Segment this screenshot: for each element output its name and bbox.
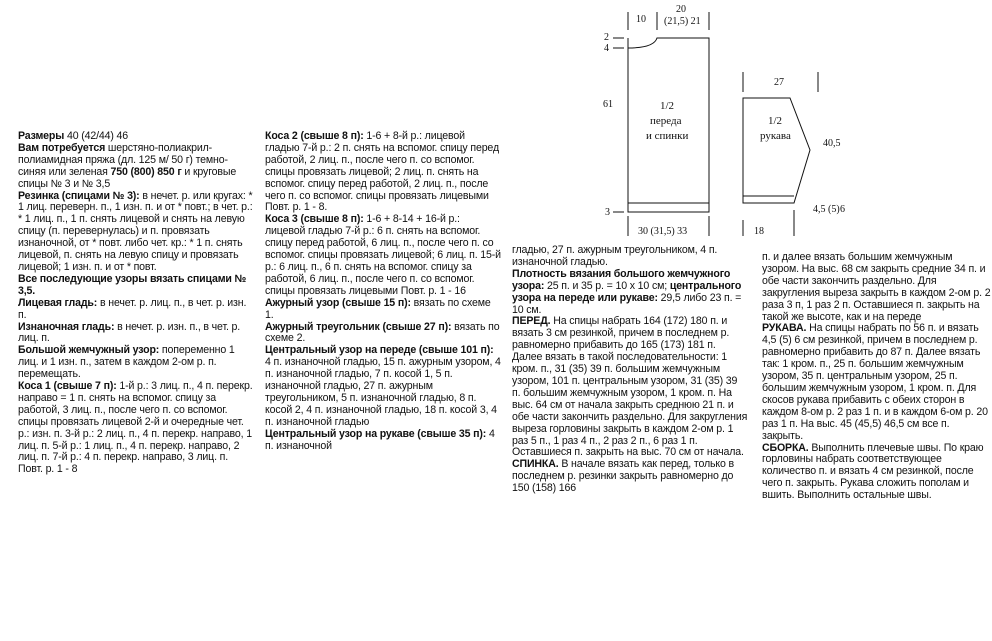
- materials-text: шерстяно-полиакрил-полиамидная пряжа (дл. 125 м/ 50 г) темно-синяя или зеленая: [18, 141, 228, 178]
- body-dim-top-left: 10: [636, 14, 646, 25]
- gauge-text-1: 25 п. и 35 р. = 10 х 10 см;: [544, 279, 670, 292]
- triangle-title: Ажурный треугольник (свыше 27 п):: [265, 320, 452, 333]
- lace-title: Ажурный узор (свыше 15 п):: [265, 296, 411, 309]
- cable3-title: Коса 3 (свыше 8 п):: [265, 213, 364, 226]
- body-dim-rib: 3: [605, 207, 610, 218]
- purl-title: Изнаночная гладь:: [18, 320, 115, 333]
- back-continuation-text: п. и далее вязать большим жемчужным узором. На выс. 68 см закрыть средние 34 п. и обе части закончить раздельно. Для закругления выреза закрыть в каждом 2-ом р. 2 раза 3 п, 1 раз 2 п. Оставшиеся п. закрыть на такой же высоте, как и на переде: [762, 251, 991, 323]
- gauge-title: Плотность вязания большого жемчужного узора:: [512, 267, 731, 292]
- cable3-text: 1-6 + 8-14 + 16-й р.: лицевой гладью 7-й р.: 6 п. снять на вспомог. спицу перед работой, 6 лиц. п., после чего п. со вспомог. спицы провязать лицевой; 6 лиц. п. 15-й р.: 6 лиц. п., 6 п. снять на вспомог. спицу за работой, 6 лиц. п., после чего п. со вспомог. спицы провязать лицевыми Повт. р. 1 - 16: [265, 213, 501, 297]
- sleeves-text: На спицы набрать по 56 п. и вязать 4,5 (5) 6 см резинкой, причем в последнем р. равномерно прибавить до 87 п. Далее вязать так: 1 кром. п., 25 п. большим жемчужным узором, 35 п. центральным узором, 25 п. большим жемчужным узором, 1 кром. п. Для скосов рукава прибавить с обеих сторон в каждом 8-ом р. 2 раз 1 п. и в каждом 6-ом р. 20 раз 1 п. На выс. 45 (45,5) 46,5 см все п. закрыть.: [762, 322, 988, 442]
- assembly-title: СБОРКА.: [762, 441, 809, 454]
- materials-title: Вам потребуется: [18, 141, 106, 154]
- assembly-text: Выполнить плечевые швы. По краю горловины набрать соответствующее количество п. и вязать 4 см резинкой, после чего п. закрыть. Рукава сложить пополам и вшить. Выполнить остальные швы.: [762, 441, 984, 502]
- cable1-title: Коса 1 (свыше 7 п):: [18, 380, 117, 393]
- body-label-back: и спинки: [646, 130, 689, 142]
- sleeve-dim-top: 27: [774, 77, 784, 88]
- front-text: На спицы набрать 164 (172) 180 п. и вязать 3 см резинкой, причем в последнем р. равномерно прибавить до 165 (173) 181 п. Далее вязать в такой последовательности: 1 кром. п., 31 (35) 39 п. большим жемчужным узором, 101 п. центральным узором, 31 (35) 39 п. большим жемчужным узором, 1 кром. п. На выс. 64 см от начала закрыть среднюю 21 п. и обе части закончить раздельно. Для закругления выреза горловины закрыть в каждом 2-ом р. 1 раз 5 п., 1 раз 4 п., 2 раз 2 п., 6 раз 1 п. Оставшиеся п. закрыть на выс. 70 см от начала.: [512, 315, 748, 459]
- front-pattern-text: 4 п. изнаночной гладью, 15 п. ажурным узором, 4 п. изнаночной гладью, 7 п. косой 1, 5 п. изнаночной гладью, 27 п. ажурным треугольником, 5 п. изнаночной гладью, 8 п. косой 2, 4 п. изнаночной гладью, 18 п. косой 3, 4 п. изнаночной гладью: [265, 356, 501, 428]
- materials-weight: 750 (800) 850 г: [110, 165, 182, 178]
- sleeve-dim-bottom: 18: [754, 226, 764, 237]
- body-dim-top-right-b: (21,5) 21: [664, 16, 701, 27]
- sizes-label: Размеры: [18, 130, 65, 142]
- continuation-text: гладью, 27 п. ажурным треугольником, 4 п. изнаночной гладью.: [512, 244, 718, 268]
- stockinette-text: в нечет. р. лиц. п., в чет. р. изн. п.: [18, 296, 247, 321]
- sleeve-label-sleeve: рукава: [760, 130, 791, 142]
- rib-title: Резинка (спицами № 3):: [18, 189, 140, 202]
- front-title: ПЕРЕД.: [512, 315, 551, 328]
- front-pattern-title: Центральный узор на переде (свыше 101 п):: [265, 344, 494, 357]
- body-label-front: переда: [650, 115, 682, 127]
- sleeve-pattern-text: 4 п. изнаночной: [265, 427, 495, 452]
- body-label-fraction: 1/2: [660, 100, 675, 112]
- body-dim-width: 30 (31,5) 33: [638, 226, 688, 237]
- all-next-patterns: Все последующие узоры вязать спицами № 3,5.: [18, 272, 247, 297]
- back-text: В начале вязать как перед, только в последнем р. резинки закрыть равномерно до 150 (158) 166: [512, 458, 735, 495]
- sleeve-dim-rib-b: (5): [828, 204, 840, 215]
- sleeve-label-fraction: 1/2: [768, 115, 783, 127]
- cable2-text: 1-6 + 8-й р.: лицевой гладью 7-й р.: 2 п. снять на вспомог. спицу перед работой, 2 лиц. п., после чего п. со вспомог. спицы провязать лицевой; 2 лиц. п. снять на вспомог. спицу перед работой, 2 лиц. п., после чего п. со вспомог. спицы провязать лицевыми Повт. р. 1 - 8.: [265, 130, 499, 214]
- body-dim-neck-b: 4: [604, 43, 609, 54]
- stockinette-title: Лицевая гладь:: [18, 296, 98, 309]
- body-dim-height: 61: [603, 99, 613, 110]
- purl-text: в нечет. р. изн. п., в чет. р. лиц. п.: [18, 320, 241, 345]
- gauge-title-2: центрального узора на переде или рукаве:: [512, 279, 742, 304]
- cable2-title: Коса 2 (свыше 8 п):: [265, 130, 364, 142]
- sleeve-dim-rib-a: 4,5: [813, 204, 826, 215]
- sleeve-piece-outline: [743, 98, 810, 203]
- seed-text: попеременно 1 лиц. и 1 изн. п., затем в каждом 2-ом р. п. перемещать.: [18, 344, 235, 381]
- triangle-text: вязать по схеме 2.: [265, 320, 500, 345]
- sleeve-dim-height: 40,5: [823, 138, 841, 149]
- body-dim-neck-a: 2: [604, 32, 609, 43]
- back-title: СПИНКА.: [512, 458, 559, 471]
- sizes-value: 40 (42/44) 46: [64, 130, 129, 142]
- seed-title: Большой жемчужный узор:: [18, 344, 160, 357]
- sleeve-pattern-title: Центральный узор на рукаве (свыше 35 п):: [265, 427, 487, 440]
- gauge-text-2: 29,5 либо 23 п. = 10 см.: [512, 291, 742, 316]
- lace-text: вязать по схеме 1.: [265, 296, 491, 321]
- body-dim-top-right-a: 20: [676, 4, 686, 15]
- sleeves-title: РУКАВА.: [762, 322, 807, 335]
- rib-text: в нечет. р. или кругах: * 1 лиц. переверн. п., 1 изн. п. и от * повт.; в чет. р.: * 1 лиц. п., 1 п. снять лицевой и снять на левую спицу (п. перевернулась) и п. провязать изнаночной, от * повт. либо чет. кр.: * 1 п. снять лицевой, п. снять на левую спицу и провязать лицевой; 1 изн. п. и от * повт.: [18, 189, 253, 273]
- materials-tail: и круговые спицы № 3 и № 3,5: [18, 165, 237, 190]
- cable1-text: 1-й р.: 3 лиц. п., 4 п. перекр. направо = 1 п. снять на вспомог. спицу за работой, 3 лиц. п., после чего п. со вспомог. спицы провязать лицевой 2-й и очередные чет. р.: изн. п. 3-й р.: 2 лиц. п., 4 п. перекр. направо, 1 лиц. п. 5-й р.: 1 лиц. п., 4 п. перекр. направо, 2 лиц. п. 7-й р.: 4 п. перекр. направо, 3 лиц. п. Повт. р. 1 - 8: [18, 380, 253, 476]
- sleeve-dim-rib-c: 6: [840, 204, 845, 215]
